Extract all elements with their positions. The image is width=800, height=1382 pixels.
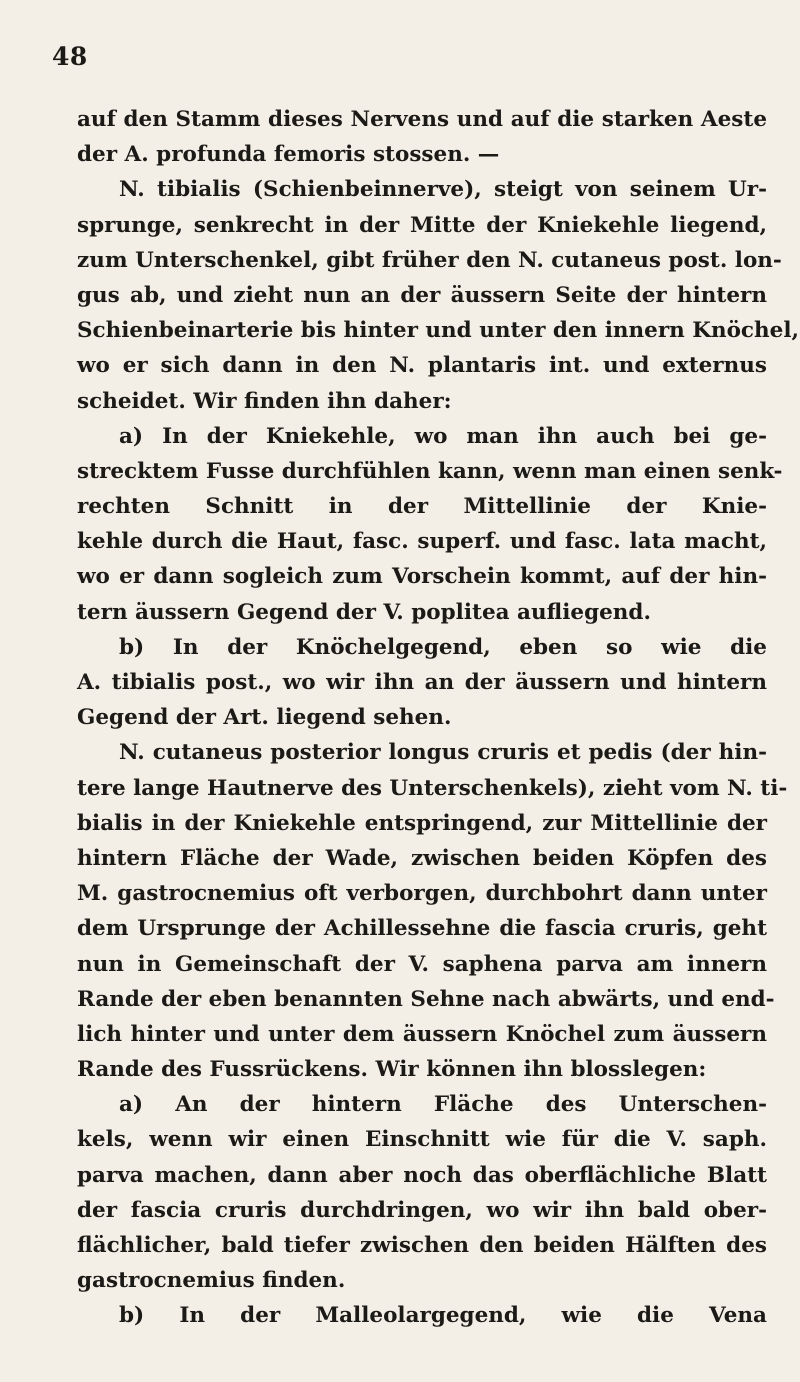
text-line: der fascia cruris durchdringen, wo wir ihn bald ober- — [77, 1197, 767, 1223]
text-line: parva machen, dann aber noch das oberflächliche Blatt — [77, 1162, 767, 1188]
text-line: dem Ursprunge der Achillessehne die fascia cruris, geht — [77, 916, 767, 942]
text-line: gus ab, und zieht nun an der äussern Seite der hintern — [77, 282, 767, 308]
text-line: tern äussern Gegend der V. poplitea aufliegend. — [77, 599, 651, 625]
text-line: b) In der Knöchelgegend, eben so wie die — [119, 634, 767, 660]
text-line: N. cutaneus posterior longus cruris et pedis (der hin- — [119, 740, 767, 766]
text-line: flächlicher, bald tiefer zwischen den beiden Hälften des — [77, 1233, 767, 1258]
page-number: 48 — [52, 42, 88, 71]
text-line: N. tibialis (Schienbeinnerve), steigt von seinem Ur- — [119, 177, 767, 203]
text-line: sprunge, senkrecht in der Mitte der Kniekehle liegend, — [77, 212, 767, 238]
text-line: tere lange Hautnerve des Unterschenkels), zieht vom N. ti- — [77, 775, 788, 801]
text-line: bialis in der Kniekehle entspringend, zur Mittellinie der — [77, 810, 767, 836]
text-line: b) In der Malleolargegend, wie die Vena — [119, 1303, 767, 1329]
text-line: scheidet. Wir finden ihn daher: — [77, 388, 452, 414]
text-line: Gegend der Art. liegend sehen. — [77, 705, 452, 731]
text-line: hintern Fläche der Wade, zwischen beiden Köpfen des — [77, 845, 767, 871]
text-line: nun in Gemeinschaft der V. saphena parva am innern — [77, 951, 767, 977]
text-line: Schienbeinarterie bis hinter und unter den innern Knöchel, — [77, 318, 799, 344]
text-line: a) An der hintern Fläche des Unterschen- — [119, 1092, 767, 1118]
text-line: kehle durch die Haut, fasc. superf. und fasc. lata macht, — [77, 529, 767, 555]
text-line: gastrocnemius finden. — [77, 1268, 346, 1294]
text-line: wo er dann sogleich zum Vorschein kommt, auf der hin- — [77, 564, 767, 590]
text-line: a) In der Kniekehle, wo man ihn auch bei ge- — [119, 423, 767, 449]
text-line: Rande der eben benannten Sehne nach abwärts, und end- — [77, 986, 775, 1012]
text-line: wo er sich dann in den N. plantaris int. und externus — [77, 353, 767, 379]
text-line: zum Unterschenkel, gibt früher den N. cutaneus post. lon- — [77, 247, 782, 273]
text-line: rechten Schnitt in der Mittellinie der Knie- — [77, 494, 767, 520]
text-line: der A. profunda femoris stossen. — — [77, 142, 500, 168]
text-line: M. gastrocnemius oft verborgen, durchbohrt dann unter — [77, 881, 767, 907]
text-line: lich hinter und unter dem äussern Knöchel zum äussern — [77, 1021, 767, 1047]
text-line: auf den Stamm dieses Nervens und auf die starken Aeste — [77, 107, 767, 132]
body-text — [77, 102, 799, 1334]
text-line: Rande des Fussrückens. Wir können ihn blosslegen: — [77, 1057, 707, 1083]
text-line: strecktem Fusse durchfühlen kann, wenn man einen senk- — [77, 458, 783, 484]
text-line: kels, wenn wir einen Einschnitt wie für die V. saph. — [77, 1127, 767, 1153]
text-line: A. tibialis post., wo wir ihn an der äussern und hintern — [77, 670, 767, 695]
